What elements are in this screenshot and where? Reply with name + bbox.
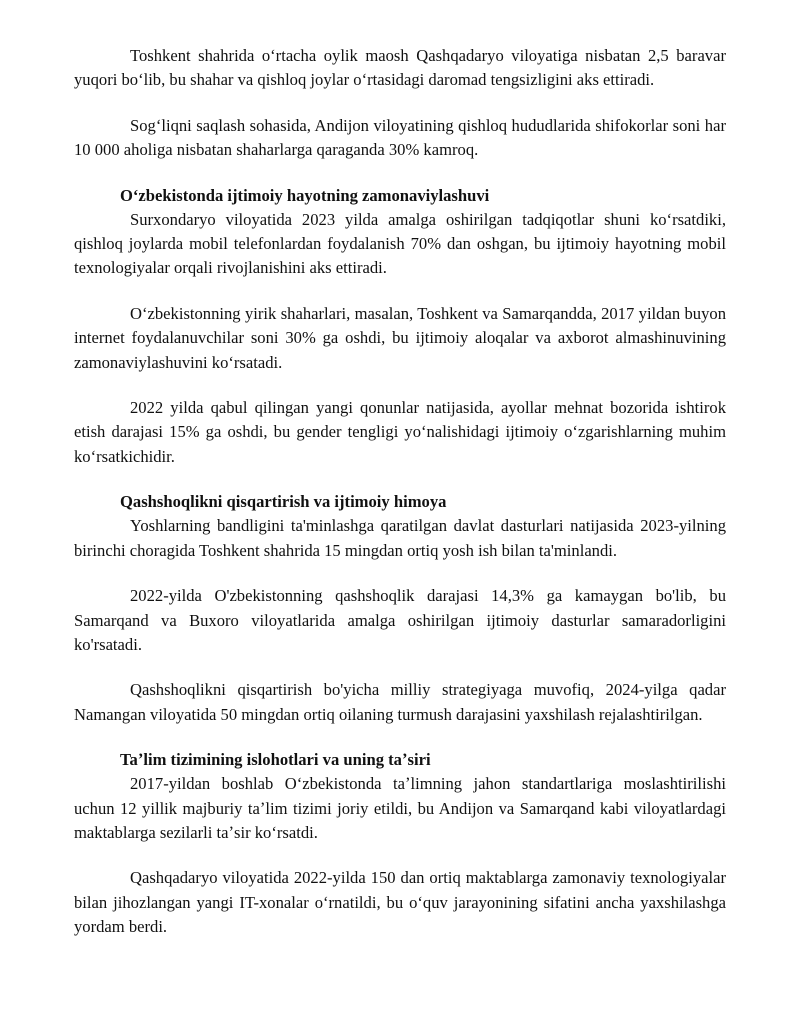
section-heading: Taʼlim tizimining islohotlari va uning taʼsiri	[120, 750, 431, 770]
section-heading: Qashshoqlikni qisqartirish va ijtimoiy himoya	[120, 492, 447, 512]
document-page	[74, 44, 726, 961]
paragraph: Toshkent shahrida oʻrtacha oylik maosh Qashqadaryo viloyatiga nisbatan 2,5 baravar yuqori boʻlib, bu shahar va qishloq joylar oʻrtasidagi daromad tengsizligini aks ettiradi.	[74, 46, 726, 90]
paragraph: Surxondaryo viloyatida 2023 yilda amalga oshirilgan tadqiqotlar shuni koʻrsatdiki, qishloq joylarda mobil telefonlardan foydalanish 70% dan oshgan, bu ijtimoiy hayotning mobil texnologiyalar orqali rivojlanishini aks ettiradi.	[74, 209, 726, 278]
paragraph: Oʻzbekistonning yirik shaharlari, masalan, Toshkent va Samarqandda, 2017 yildan buyon internet foydalanuvchilar soni 30% ga oshdi, bu ijtimoiy aloqalar va axborot almashinuvining zamonaviylashuvini koʻrsatadi.	[74, 303, 726, 372]
paragraph: 2022 yilda qabul qilingan yangi qonunlar natijasida, ayollar mehnat bozorida ishtirok etish darajasi 15% ga oshdi, bu gender tengligi yoʻnalishidagi ijtimoiy oʻzgarishlarning muhim koʻrsatkichidir.	[74, 398, 726, 466]
paragraph: Yoshlarning bandligini ta'minlashga qaratilgan davlat dasturlari natijasida 2023-yilning birinchi choragida Toshkent shahrida 15 mingdan ortiq yosh ish bilan ta'minlandi.	[74, 516, 726, 560]
paragraph: Qashshoqlikni qisqartirish bo'yicha milliy strategiyaga muvofiq, 2024-yilga qadar Namangan viloyatida 50 mingdan ortiq oilaning turmush darajasini yaxshilash rejalashtirilgan.	[74, 680, 726, 724]
paragraph: 2022-yilda O'zbekistonning qashshoqlik darajasi 14,3% ga kamaygan bo'lib, bu Samarqand va Buxoro viloyatlarida amalga oshirilgan ijtimoiy dasturlar samaradorligini ko'rsatadi.	[74, 586, 726, 654]
paragraph: Sogʻliqni saqlash sohasida, Andijon viloyatining qishloq hududlarida shifokorlar soni har 10 000 aholiga nisbatan shaharlarga qaraganda 30% kamroq.	[74, 115, 726, 160]
paragraph: Qashqadaryo viloyatida 2022-yilda 150 dan ortiq maktablarga zamonaviy texnologiyalar bilan jihozlangan yangi IT-xonalar oʻrnatildi, bu oʻquv jarayonining sifatini ancha yaxshilashga yordam berdi.	[74, 868, 726, 937]
section-heading: Oʻzbekistonda ijtimoiy hayotning zamonaviylashuvi	[120, 185, 490, 205]
paragraph: 2017-yildan boshlab Oʻzbekistonda taʼlimning jahon standartlariga moslashtirilishi uchun 12 yillik majburiy taʼlim tizimi joriy etildi, bu Andijon va Samarqand kabi viloyatlardagi maktablarga sezilarli taʼsir koʻrsatdi.	[74, 774, 726, 842]
